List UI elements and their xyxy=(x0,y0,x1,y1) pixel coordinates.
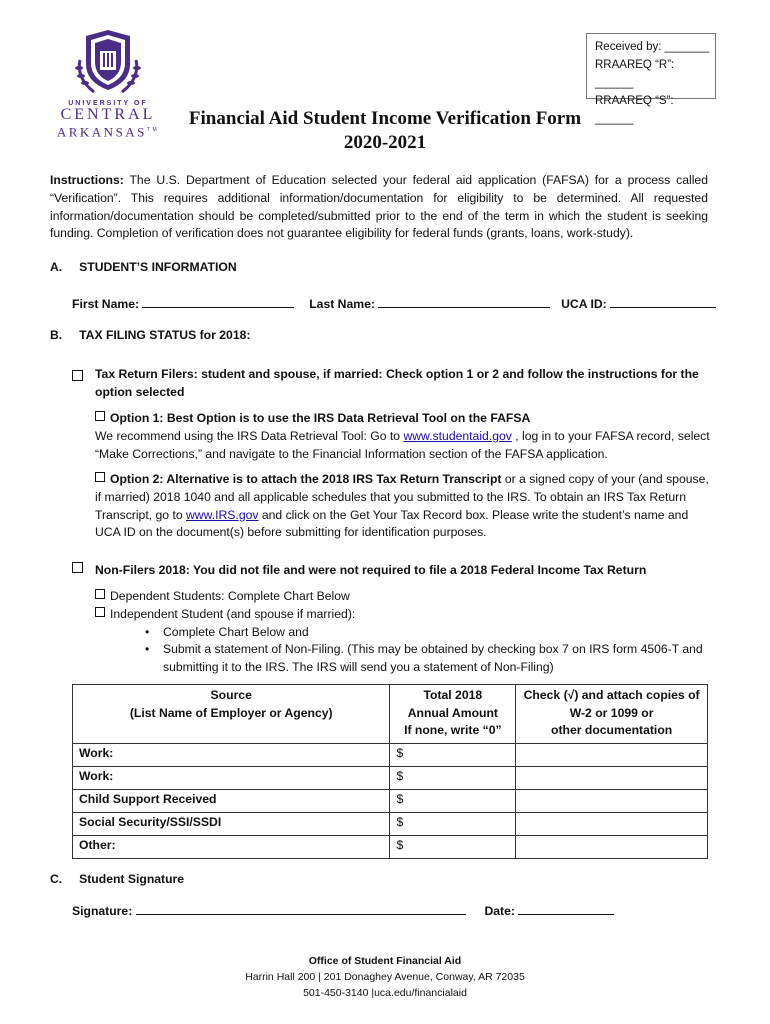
option1-heading-row xyxy=(95,410,711,428)
row-check[interactable] xyxy=(516,743,708,766)
row-check[interactable] xyxy=(516,812,708,835)
dependent-checkbox[interactable] xyxy=(95,589,105,599)
tax-filers-checkbox[interactable] xyxy=(72,370,83,381)
received-by-line: Received by: _______ xyxy=(595,41,710,53)
section-b-heading: B. TAX FILING STATUS for 2018: xyxy=(50,328,251,342)
row-amount[interactable]: $ xyxy=(390,743,516,766)
table-row xyxy=(73,766,708,789)
row-check[interactable] xyxy=(516,789,708,812)
table-header-row xyxy=(73,685,708,744)
logo-tm: TM xyxy=(146,127,160,133)
row-amount[interactable]: $ xyxy=(390,835,516,858)
tax-filers-heading: Tax Return Filers: student and spouse, if married: Check option 1 or 2 and follow the instructions for the option selected xyxy=(95,367,699,399)
option1-text xyxy=(95,428,711,464)
check-header-l3: other documentation xyxy=(551,723,673,737)
date-field[interactable] xyxy=(518,902,614,915)
non-filers-checkbox[interactable] xyxy=(72,562,83,573)
tax-filers-option xyxy=(72,366,712,402)
row-label[interactable]: Work: xyxy=(73,766,390,789)
signature-label: Signature: xyxy=(72,904,133,918)
option1-heading: Option 1: Best Option is to use the IRS Data Retrieval Tool on the FAFSA xyxy=(110,411,531,425)
signature-row xyxy=(72,902,712,918)
footer-contact: 501-450-3140 |uca.edu/financialaid xyxy=(303,987,467,999)
independent-row xyxy=(95,606,711,624)
table-row xyxy=(73,835,708,858)
row-label[interactable]: Other: xyxy=(73,835,390,858)
row-check[interactable] xyxy=(516,766,708,789)
office-use-box xyxy=(586,33,716,125)
rraareq-r-line: RRAAREQ “R”: ______ xyxy=(595,59,675,89)
instructions-text: The U.S. Department of Education selected your federal aid application (FAFSA) for a process called “Verification”. This requires additional information/documentation for eligibility to be determined. All requested information/documentation should be completed/submitted prior to the end of the term in which the student is seeking funding. Completion of verification does not guarantee eligibility for federal funds (grants, loans, work-study). xyxy=(50,173,708,241)
footer xyxy=(0,953,770,1001)
dependent-row xyxy=(95,588,711,606)
date-label: Date: xyxy=(484,904,515,918)
option1-checkbox[interactable] xyxy=(95,411,105,421)
total-header-l1: Total 2018 xyxy=(423,688,483,702)
footer-office: Office of Student Financial Aid xyxy=(308,955,462,967)
option2-block xyxy=(95,471,711,542)
option1-block xyxy=(95,410,711,463)
row-amount[interactable]: $ xyxy=(390,812,516,835)
table-row xyxy=(73,812,708,835)
row-label[interactable]: Work: xyxy=(73,743,390,766)
uca-id-label: UCA ID: xyxy=(561,297,607,311)
form-title-line1: Financial Aid Student Income Verification Form xyxy=(188,108,582,129)
option2-text-b: and click on the Get Your Tax Record box. Please write the student’s name and UCA ID on the document(s) before submitting for identification purposes. xyxy=(95,507,689,540)
option2-text-a: or a signed copy of your (and spouse, if married) 2018 1040 and all applicable schedules that you submitted to the IRS. To obtain an IRS Tax Return Transcript, go to xyxy=(95,472,709,522)
logo-central: CENTRAL xyxy=(60,106,156,123)
last-name-label: Last Name: xyxy=(309,297,375,311)
footer-address: Harrin Hall 200 | 201 Donaghey Avenue, Conway, AR 72035 xyxy=(245,971,525,983)
student-info-row xyxy=(72,295,712,311)
income-source-table xyxy=(72,684,708,859)
row-label: Social Security/SSI/SSDI xyxy=(73,812,390,835)
total-header-l2: Annual Amount xyxy=(407,705,498,720)
row-amount[interactable]: $ xyxy=(390,766,516,789)
signature-field[interactable] xyxy=(136,902,466,915)
logo-arkansas-text: ARKANSAS xyxy=(56,124,147,140)
row-label: Child Support Received xyxy=(73,789,390,812)
instructions-label: Instructions: xyxy=(50,173,124,187)
total-header-l3: If none, write “0” xyxy=(404,723,502,737)
check-header-l2: W-2 or 1099 or xyxy=(569,705,654,720)
dependent-label: Dependent Students: Complete Chart Below xyxy=(110,589,350,603)
row-check[interactable] xyxy=(516,835,708,858)
first-name-field[interactable] xyxy=(142,295,294,308)
form-title-year: 2020-2021 xyxy=(343,132,427,153)
non-filers-heading: Non-Filers 2018: You did not file and were not required to file a 2018 Federal Income Tax Return xyxy=(95,563,647,577)
option1-text-b: , log in to your FAFSA record, select “Make Corrections,” and navigate to the Financial Information section of the FAFSA application. xyxy=(95,428,710,461)
source-header-l2: (List Name of Employer or Agency) xyxy=(129,705,333,720)
non-filers-details xyxy=(95,588,711,677)
first-name-label: First Name: xyxy=(72,297,140,311)
uca-id-field[interactable] xyxy=(610,295,716,308)
logo-university-of: UNIVERSITY OF xyxy=(68,100,148,107)
row-amount[interactable]: $ xyxy=(390,789,516,812)
section-c-heading: C. Student Signature xyxy=(50,872,185,886)
bullet-complete-chart: • Complete Chart Below and xyxy=(139,624,711,642)
non-filer-bullets xyxy=(139,624,711,677)
option2-heading: Option 2: Alternative is to attach the 2018 IRS Tax Return Transcript xyxy=(110,472,502,486)
rraareq-s-line: RRAAREQ “S”: ______ xyxy=(595,95,674,125)
form-title xyxy=(100,107,670,155)
source-header xyxy=(73,685,390,744)
irs-link[interactable]: www.IRS.gov xyxy=(186,507,259,522)
uca-seal-icon xyxy=(58,30,158,100)
total-header xyxy=(390,685,516,744)
last-name-field[interactable] xyxy=(378,295,550,308)
instructions-paragraph xyxy=(50,172,708,243)
option2-checkbox[interactable] xyxy=(95,472,105,482)
table-row xyxy=(73,743,708,766)
section-a-heading: A. STUDENT’S INFORMATION xyxy=(50,260,237,274)
tax-filers-row xyxy=(72,366,712,402)
option1-text-a: We recommend using the IRS Data Retrieval Tool: Go to xyxy=(95,428,404,443)
non-filers-option xyxy=(72,562,712,580)
source-header-l1: Source xyxy=(210,688,252,702)
independent-label: Independent Student (and spouse if married): xyxy=(110,606,356,621)
independent-checkbox[interactable] xyxy=(95,607,105,617)
check-header-l1: Check (√) and attach copies of xyxy=(523,688,700,702)
studentaid-link[interactable]: www.studentaid.gov xyxy=(403,428,512,443)
check-header xyxy=(516,685,708,744)
bullet-submit-statement: • Submit a statement of Non-Filing. (This may be obtained by checking box 7 on IRS form 4506-T and submitting it to the IRS. The IRS will send you a statement of Non-Filing) xyxy=(139,641,711,677)
table-row xyxy=(73,789,708,812)
